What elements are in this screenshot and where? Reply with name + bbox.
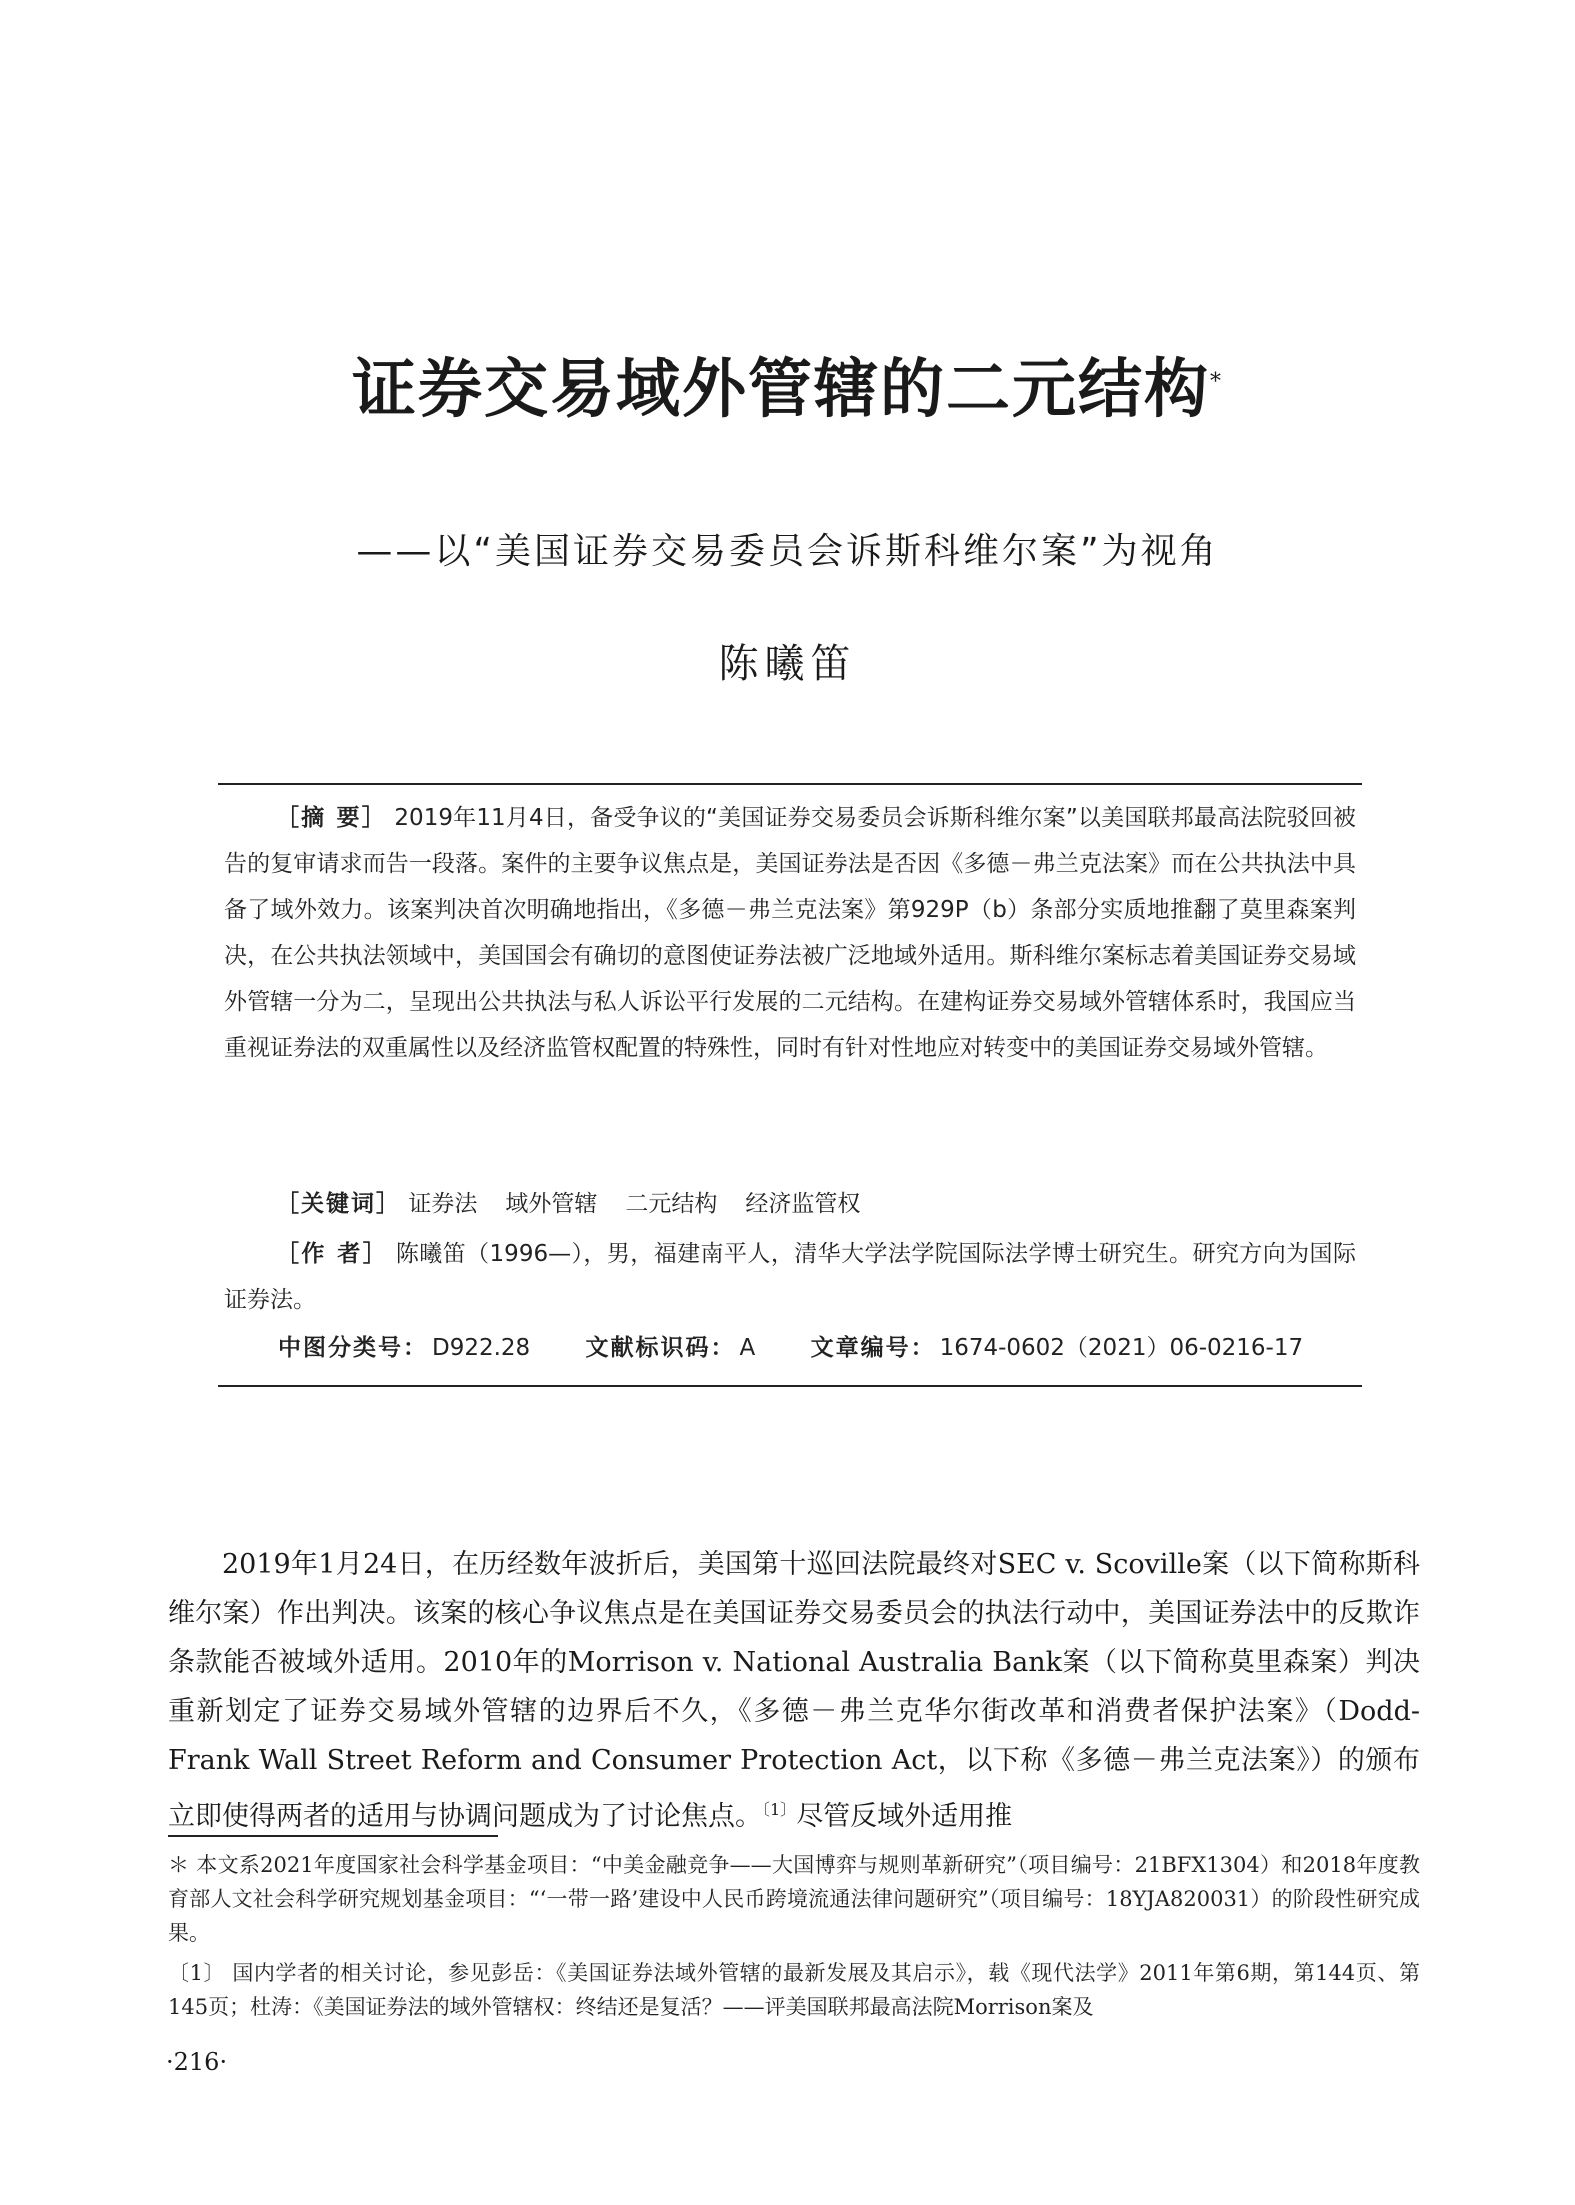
doc-code-value: A xyxy=(739,1335,756,1361)
author-info xyxy=(224,1231,1356,1323)
article-title xyxy=(0,352,1575,429)
title-footnote-mark: * xyxy=(1210,369,1223,395)
abstract-text: 2019年11月4日，备受争议的“美国证券交易委员会诉斯科维尔案”以美国联邦最高法院驳回被告的复审请求而告一段落。案件的主要争议焦点是，美国证券法是否因《多德－弗兰克法案》而在公共执法中具备了域外效力。该案判决首次明确地指出，《多德－弗兰克法案》第929P（b）条部分实质地推翻了莫里森案判决，在公共执法领域中，美国国会有确切的意图使证券法被广泛地域外适用。斯科维尔案标志着美国证券交易域外管辖一分为二，呈现出公共执法与私人诉讼平行发展的二元结构。在建构证券交易域外管辖体系时，我国应当重视证券法的双重属性以及经济监管权配置的特殊性，同时有针对性地应对转变中的美国证券交易域外管辖。 xyxy=(224,805,1356,1061)
abstract xyxy=(224,795,1356,1071)
title-text: 证券交易域外管辖的二元结构 xyxy=(352,352,1210,427)
keyword-item: 二元结构 xyxy=(625,1191,718,1217)
article-subtitle: ——以“美国证券交易委员会诉斯科维尔案”为视角 xyxy=(356,531,1219,572)
article-number-value: 1674-0602（2021）06-0216-17 xyxy=(939,1335,1304,1361)
footnote-reference: 〔1〕 xyxy=(762,1800,797,1819)
article-author: 陈曦笛 xyxy=(718,641,857,687)
keywords-label: ［关键词］ xyxy=(276,1191,401,1217)
footnotes xyxy=(168,1848,1420,2030)
footnote-divider xyxy=(168,1835,498,1837)
author-info-label: ［作 者］ xyxy=(276,1241,389,1267)
body-text-continued: 尽管反域外适用推 xyxy=(796,1801,1013,1832)
keywords xyxy=(276,1185,888,1218)
keyword-item: 域外管辖 xyxy=(505,1191,598,1217)
keyword-item: 证券法 xyxy=(408,1191,478,1217)
abstract-label: ［摘 要］ xyxy=(276,805,387,831)
article-number-label: 文章编号： xyxy=(810,1335,936,1361)
classification-line xyxy=(278,1325,1303,1371)
abstract-box xyxy=(218,783,1362,1387)
footnote-funding: ＊ 本文系2021年度国家社会科学基金项目：“中美金融竞争——大国博弈与规则革新研究”（项目编号：21BFX1304）和2018年度教育部人文社会科学研究规划基金项目：“‘一带一路’建设中人民币跨境流通法律问题研究”（项目编号：18YJA820031）的阶段性研究成果。 xyxy=(168,1853,1420,1945)
author-info-text: 陈曦笛（1996—），男，福建南平人，清华大学法学院国际法学博士研究生。研究方向为国际证券法。 xyxy=(224,1241,1356,1313)
clc-label: 中图分类号： xyxy=(278,1335,428,1361)
clc-value: D922.28 xyxy=(432,1335,531,1361)
page-number: ·216· xyxy=(166,2048,228,2076)
body-text: 2019年1月24日，在历经数年波折后，美国第十巡回法院最终对SEC v. Scoville案（以下简称斯科维尔案）作出判决。该案的核心争议焦点是在美国证券交易委员会的执法行动中，美国证券法中的反欺诈条款能否被域外适用。2010年的Morrison v. National Australia Bank案（以下简称莫里森案）判决重新划定了证券交易域外管辖的边界后不久，《多德－弗兰克华尔街改革和消费者保护法案》（Dodd-Frank Wall Street Reform and Consumer Protection Act，以下称《多德－弗兰克法案》）的颁布立即使得两者的适用与协调问题成为了讨论焦点。 xyxy=(168,1549,1420,1832)
keyword-item: 经济监管权 xyxy=(745,1191,861,1217)
doc-code-label: 文献标识码： xyxy=(585,1335,736,1361)
body-paragraph xyxy=(168,1540,1420,1841)
footnote-1: 〔1〕 国内学者的相关讨论，参见彭岳：《美国证券法域外管辖的最新发展及其启示》，载《现代法学》2011年第6期，第144页、第145页；杜涛：《美国证券法的域外管辖权：终结还是复活？——评美国联邦最高法院Morrison案及 xyxy=(168,1961,1420,2019)
